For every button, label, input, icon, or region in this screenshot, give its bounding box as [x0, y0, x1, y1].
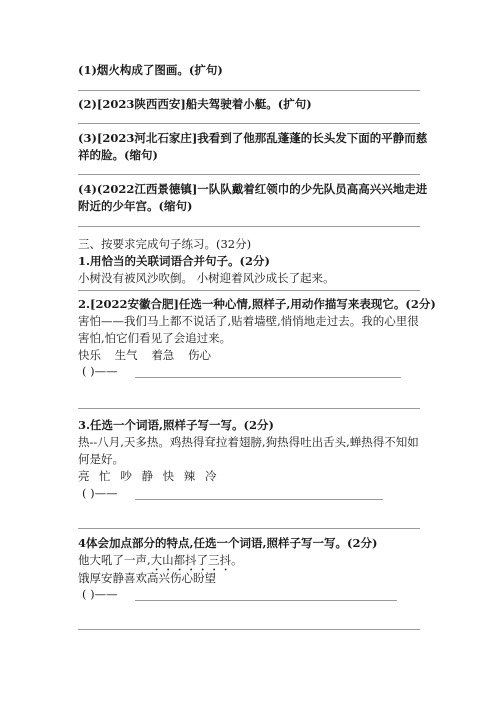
answer-line-s4-inline — [135, 600, 397, 601]
word-option: 静 — [141, 469, 153, 483]
sub-question-3-example-line-1: 热--八月,天多热。鸡热得耷拉着翅膀,狗热得吐出舌头,蝉热得不知如 — [78, 435, 419, 449]
sub-question-4-title: 4体会加点部分的特点,任选一个词语,照样子写一写。(2分) — [78, 536, 378, 550]
question-2: (2)[2023陕西西安]船夫驾驶着小艇。(扩句) — [78, 97, 312, 111]
sub-question-3-title: 3.任选一个词语,照样子写一写。(2分) — [78, 418, 274, 432]
answer-line-s3-inline — [135, 499, 383, 500]
sub-question-2-word-list — [78, 348, 221, 362]
word-option: 快乐 — [78, 348, 101, 362]
answer-line-s1 — [78, 290, 420, 291]
word-option: 亮 — [78, 469, 90, 483]
answer-line-1 — [78, 90, 420, 91]
sub-question-4-word-list: 饿厚安静喜欢高兴伤心盼望 — [78, 571, 216, 585]
answer-line-s2-inline — [135, 377, 401, 378]
sub-question-3-example-line-2: 何是好。 — [78, 452, 124, 466]
sub-question-1-text: 小树没有被风沙吹倒。 小树迎着风沙成长了起来。 — [78, 271, 335, 285]
answer-line-s3 — [78, 528, 420, 529]
word-option: 忙 — [99, 469, 111, 483]
word-option: 生气 — [114, 348, 138, 362]
word-option: 冷 — [204, 469, 217, 483]
question-3-line-1: (3)[2023河北石家庄]我看到了他那乱蓬蓬的长头发下面的平静而慈 — [78, 131, 428, 145]
sub-question-3-word-list — [78, 469, 222, 483]
word-option: 快 — [162, 469, 175, 483]
question-4-line-1: (4)(2022江西景德镇]一队队戴着红领巾的少先队员高高兴兴地走进 — [78, 182, 428, 196]
example-suffix: 。 — [231, 553, 243, 567]
sub-question-4-blank: ( )—— — [82, 587, 118, 601]
answer-line-s4 — [78, 629, 420, 630]
sub-question-1-title: 1.用恰当的关联词语合并句子。(2分) — [78, 254, 270, 268]
word-option: 吵 — [120, 469, 132, 483]
word-option: 伤心 — [187, 348, 211, 362]
sub-question-2-example-line-2: 害怕,怕它们看见了会追过来。 — [78, 331, 232, 345]
question-3-line-2: 祥的脸。(缩句) — [78, 148, 158, 162]
question-4-line-2: 附近的少年宫。(缩句) — [78, 199, 193, 213]
section-3-heading: 三、按要求完成句子练习。(32分) — [78, 237, 252, 251]
answer-line-s2 — [78, 408, 420, 409]
sub-question-2-title: 2.[2022安徽合肥]任选一种心情,照样子,用动作描写来表现它。(2分) — [78, 297, 436, 311]
answer-line-4 — [78, 226, 420, 227]
sub-question-2-example-line-1: 害怕——我们马上都不说话了,贴着墙壁,悄悄地走过去。我的心里很 — [78, 314, 419, 328]
question-1: (1)烟火构成了图画。(扩句) — [78, 63, 223, 77]
sub-question-3-blank: ( )—— — [82, 486, 118, 500]
answer-line-2 — [78, 123, 420, 124]
dotted-emphasis: 大山都抖了三抖 — [150, 553, 232, 567]
example-prefix: 他大吼了一声, — [78, 553, 151, 567]
sub-question-2-blank: ( )—— — [82, 364, 118, 378]
word-option: 着急 — [151, 348, 175, 362]
answer-line-3 — [78, 174, 420, 175]
word-option: 辣 — [183, 469, 196, 483]
